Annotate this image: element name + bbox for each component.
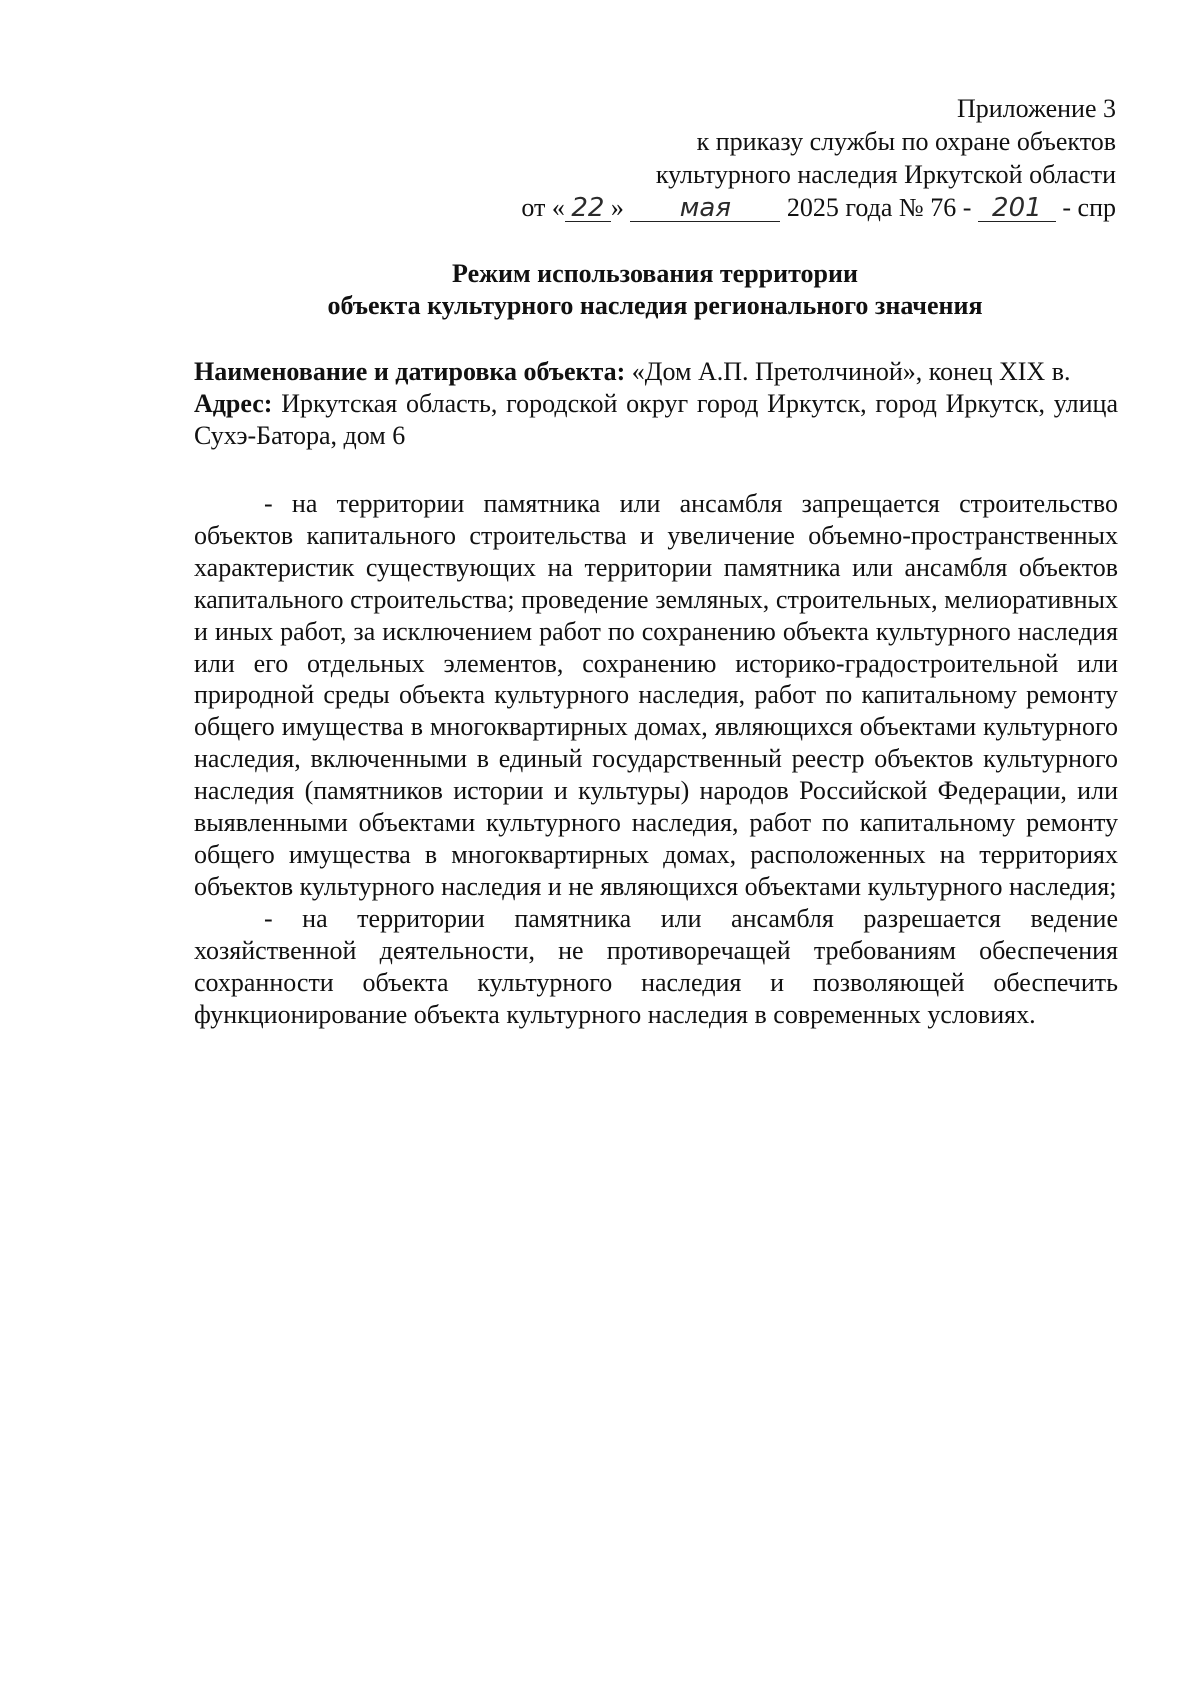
regime-body	[194, 488, 1118, 1030]
handwritten-month: мая	[630, 195, 780, 222]
title-line-2: объекта культурного наследия регионального значения	[327, 291, 983, 320]
document-title	[190, 258, 1120, 322]
order-year-text: 2025 года № 76 -	[786, 193, 972, 222]
object-address-label: Адрес:	[194, 389, 273, 418]
restriction-paragraph: - на территории памятника или ансамбля запрещается строительство объектов капитального строительства и увеличение объемно-пространственных характеристик существующих на территории памятника или ансамбля объектов капитального строительства; проведение земляных, строительных, мелиоративных и иных работ, за исключением работ по сохранению объекта культурного наследия или его отдельных элементов, сохранению историко-градостроительной или природной среды объекта культурного наследия, работ по капитальному ремонту общего имущества в многоквартирных домах, являющихся объектами культурного наследия, включенными в единый государственный реестр объектов культурного наследия (памятников истории и культуры) народов Российской Федерации, или выявленными объектами культурного наследия, работ по капитальному ремонту общего имущества в многоквартирных домах, расположенных на территориях объектов культурного наследия и не являющихся объектами культурного наследия;	[194, 489, 1118, 901]
permission-paragraph: - на территории памятника или ансамбля разрешается ведение хозяйственной деятельности, не противоречащей требованиям обеспечения сохранности объекта культурного наследия и позволяющей обеспечить функционирование объекта культурного наследия в современных условиях.	[194, 903, 1118, 1029]
handwritten-day: 22	[565, 195, 611, 222]
order-date-line	[521, 191, 1116, 224]
object-name-value: «Дом А.П. Претолчиной», конец XIX в.	[631, 357, 1071, 386]
object-info	[194, 356, 1118, 452]
order-suffix: - спр	[1062, 193, 1116, 222]
title-line-1: Режим использования территории	[452, 259, 858, 288]
object-address-value: Иркутская область, городской округ город Иркутск, город Иркутск, улица Сухэ-Батора, дом 6	[194, 389, 1118, 450]
handwritten-order-number: 201	[978, 195, 1056, 222]
appendix-authority: культурного наследия Иркутской области	[655, 160, 1116, 189]
appendix-number: Приложение 3	[956, 94, 1116, 123]
object-name-line	[194, 356, 1118, 388]
date-prefix: от «	[521, 193, 565, 222]
appendix-header	[521, 92, 1116, 224]
date-quote-close: »	[610, 193, 624, 222]
object-address-line	[194, 388, 1118, 452]
object-name-label: Наименование и датировка объекта:	[194, 357, 626, 386]
appendix-order-ref: к приказу службы по охране объектов	[696, 127, 1116, 156]
